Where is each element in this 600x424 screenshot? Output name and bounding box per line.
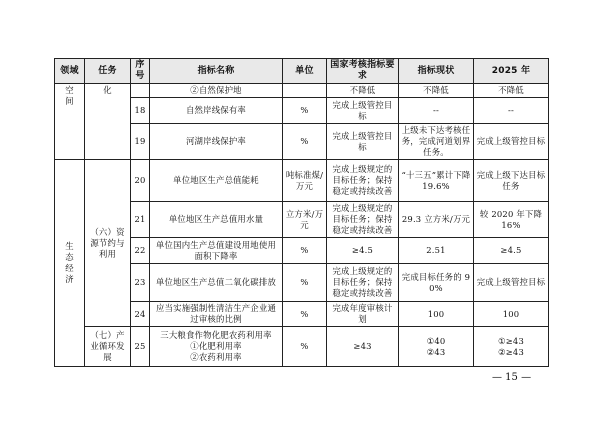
target-cell: 完成上级管控目标 bbox=[474, 264, 549, 302]
requirement-cell: 完成上级规定的目标任务；保持稳定或持续改善 bbox=[327, 202, 399, 238]
indicator-line: 三大粮食作物化肥农药利用率 bbox=[160, 330, 272, 340]
no-cell: 21 bbox=[131, 202, 150, 238]
unit-cell-empty bbox=[283, 84, 327, 98]
domain-cell-space: 空间 bbox=[55, 84, 85, 160]
status-cell: 完成目标任务的 90% bbox=[399, 264, 474, 302]
indicator-cell bbox=[150, 327, 283, 367]
no-cell: 22 bbox=[131, 238, 150, 264]
page-number: — 15 — bbox=[492, 372, 532, 383]
unit-cell: % bbox=[283, 238, 327, 264]
requirement-cell: 完成上级规定的目标任务；保持稳定或持续改善 bbox=[327, 264, 399, 302]
requirement-cell: 完成上级管控目标 bbox=[327, 124, 399, 160]
header-target: 2025 年 bbox=[474, 59, 549, 84]
table-row bbox=[55, 84, 549, 98]
indicator-cell: ②自然保护地 bbox=[150, 84, 283, 98]
status-cell: 不降低 bbox=[399, 84, 474, 98]
header-requirement: 国家考核指标要求 bbox=[327, 59, 399, 84]
target-cell: 完成上级管控目标 bbox=[474, 124, 549, 160]
domain-cell-eco-economy: 生态经济 bbox=[55, 160, 85, 367]
indicator-cell: 单位地区生产总值能耗 bbox=[150, 160, 283, 202]
requirement-cell: 完成上级管控目标 bbox=[327, 98, 399, 124]
status-line: ①40 bbox=[426, 335, 446, 346]
table-header-row bbox=[55, 59, 549, 84]
status-cell: 100 bbox=[399, 302, 474, 327]
indicator-cell: 单位地区生产总值二氧化碳排放 bbox=[150, 264, 283, 302]
header-status: 指标现状 bbox=[399, 59, 474, 84]
target-cell bbox=[474, 327, 549, 367]
status-cell: 上级未下达考核任务，完成河道划界任务。 bbox=[399, 124, 474, 160]
task-cell-resource: （六）资源节约与利用 bbox=[85, 160, 131, 327]
header-indicator: 指标名称 bbox=[150, 59, 283, 84]
target-line: ②≥43 bbox=[498, 346, 524, 357]
no-cell: 20 bbox=[131, 160, 150, 202]
task-cell-industry: （七）产业循环发展 bbox=[85, 327, 131, 367]
header-domain: 领域 bbox=[55, 59, 85, 84]
requirement-cell: 完成上级规定的目标任务；保持稳定或持续改善 bbox=[327, 160, 399, 202]
target-cell: 100 bbox=[474, 302, 549, 327]
indicator-line: ①化肥利用率 bbox=[190, 341, 242, 351]
indicator-cell: 单位地区生产总值用水量 bbox=[150, 202, 283, 238]
target-line: ①≥43 bbox=[498, 335, 524, 346]
header-task: 任务 bbox=[85, 59, 131, 84]
status-cell: 29.3 立方米/万元 bbox=[399, 202, 474, 238]
indicator-cell: 河湖岸线保护率 bbox=[150, 124, 283, 160]
unit-cell: % bbox=[283, 98, 327, 124]
unit-cell: 吨标准煤/万元 bbox=[283, 160, 327, 202]
header-unit: 单位 bbox=[283, 59, 327, 84]
no-cell: 24 bbox=[131, 302, 150, 327]
target-cell: -- bbox=[474, 98, 549, 124]
table-row bbox=[55, 327, 549, 367]
no-cell: 25 bbox=[131, 327, 150, 367]
target-cell: 完成上级下达目标任务 bbox=[474, 160, 549, 202]
requirement-cell: ≥43 bbox=[327, 327, 399, 367]
unit-cell: 立方米/万元 bbox=[283, 202, 327, 238]
unit-cell: % bbox=[283, 124, 327, 160]
target-cell: 较 2020 年下降 16% bbox=[474, 202, 549, 238]
requirement-cell: ≥4.5 bbox=[327, 238, 399, 264]
table-row bbox=[55, 160, 549, 202]
unit-cell: % bbox=[283, 302, 327, 327]
unit-cell: % bbox=[283, 264, 327, 302]
indicator-table bbox=[54, 58, 549, 367]
requirement-cell: 完成年度审核计划 bbox=[327, 302, 399, 327]
no-cell: 18 bbox=[131, 98, 150, 124]
status-cell: -- bbox=[399, 98, 474, 124]
no-cell-empty bbox=[131, 84, 150, 98]
indicator-cell: 单位国内生产总值建设用地使用面积下降率 bbox=[150, 238, 283, 264]
no-cell: 23 bbox=[131, 264, 150, 302]
unit-cell: % bbox=[283, 327, 327, 367]
requirement-cell: 不降低 bbox=[327, 84, 399, 98]
indicator-line: ②农药利用率 bbox=[190, 352, 242, 362]
indicator-cell: 自然岸线保有率 bbox=[150, 98, 283, 124]
target-cell: ≥4.5 bbox=[474, 238, 549, 264]
status-cell: “十三五”累计下降 19.6% bbox=[399, 160, 474, 202]
task-cell-continuation: 化 bbox=[85, 84, 131, 160]
indicator-cell: 应当实施强制性清洁生产企业通过审核的比例 bbox=[150, 302, 283, 327]
target-cell: 不降低 bbox=[474, 84, 549, 98]
header-no: 序号 bbox=[131, 59, 150, 84]
status-line: ②43 bbox=[426, 346, 446, 357]
status-cell bbox=[399, 327, 474, 367]
status-cell: 2.51 bbox=[399, 238, 474, 264]
no-cell: 19 bbox=[131, 124, 150, 160]
